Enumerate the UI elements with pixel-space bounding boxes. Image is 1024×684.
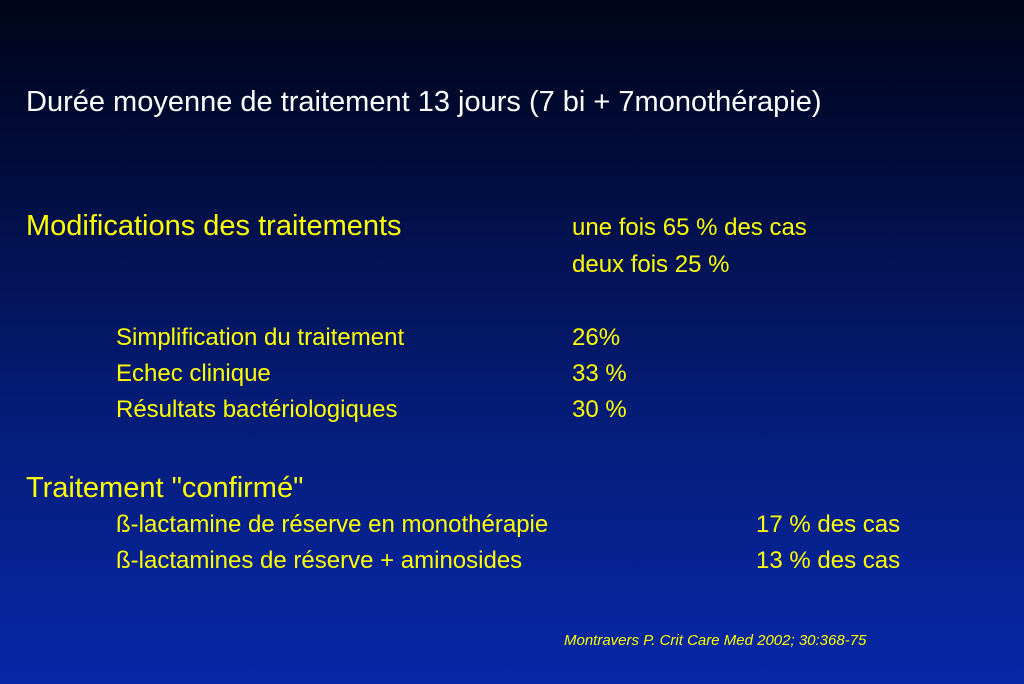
confirmed-item-label: ß-lactamines de réserve + aminosides bbox=[116, 547, 523, 574]
modifications-once: une fois 65 % des cas bbox=[572, 214, 807, 241]
reason-value: 30 % bbox=[572, 396, 627, 423]
reason-value: 26% bbox=[572, 324, 621, 351]
reason-label: Simplification du traitement bbox=[116, 324, 405, 351]
confirmed-label: Traitement "confirmé" bbox=[26, 472, 304, 504]
confirmed-item-value: 13 % des cas bbox=[756, 547, 901, 574]
modifications-label: Modifications des traitements bbox=[26, 210, 402, 242]
reason-value: 33 % bbox=[572, 360, 627, 387]
modifications-twice: deux fois 25 % bbox=[572, 251, 730, 278]
confirmed-item-label: ß-lactamine de réserve en monothérapie bbox=[116, 511, 549, 538]
citation: Montravers P. Crit Care Med 2002; 30:368-75 bbox=[564, 632, 867, 649]
confirmed-item-value: 17 % des cas bbox=[756, 511, 901, 538]
reason-label: Echec clinique bbox=[116, 360, 271, 387]
reason-label: Résultats bactériologiques bbox=[116, 396, 398, 423]
slide-heading: Durée moyenne de traitement 13 jours (7 bi + 7monothérapie) bbox=[26, 86, 822, 118]
